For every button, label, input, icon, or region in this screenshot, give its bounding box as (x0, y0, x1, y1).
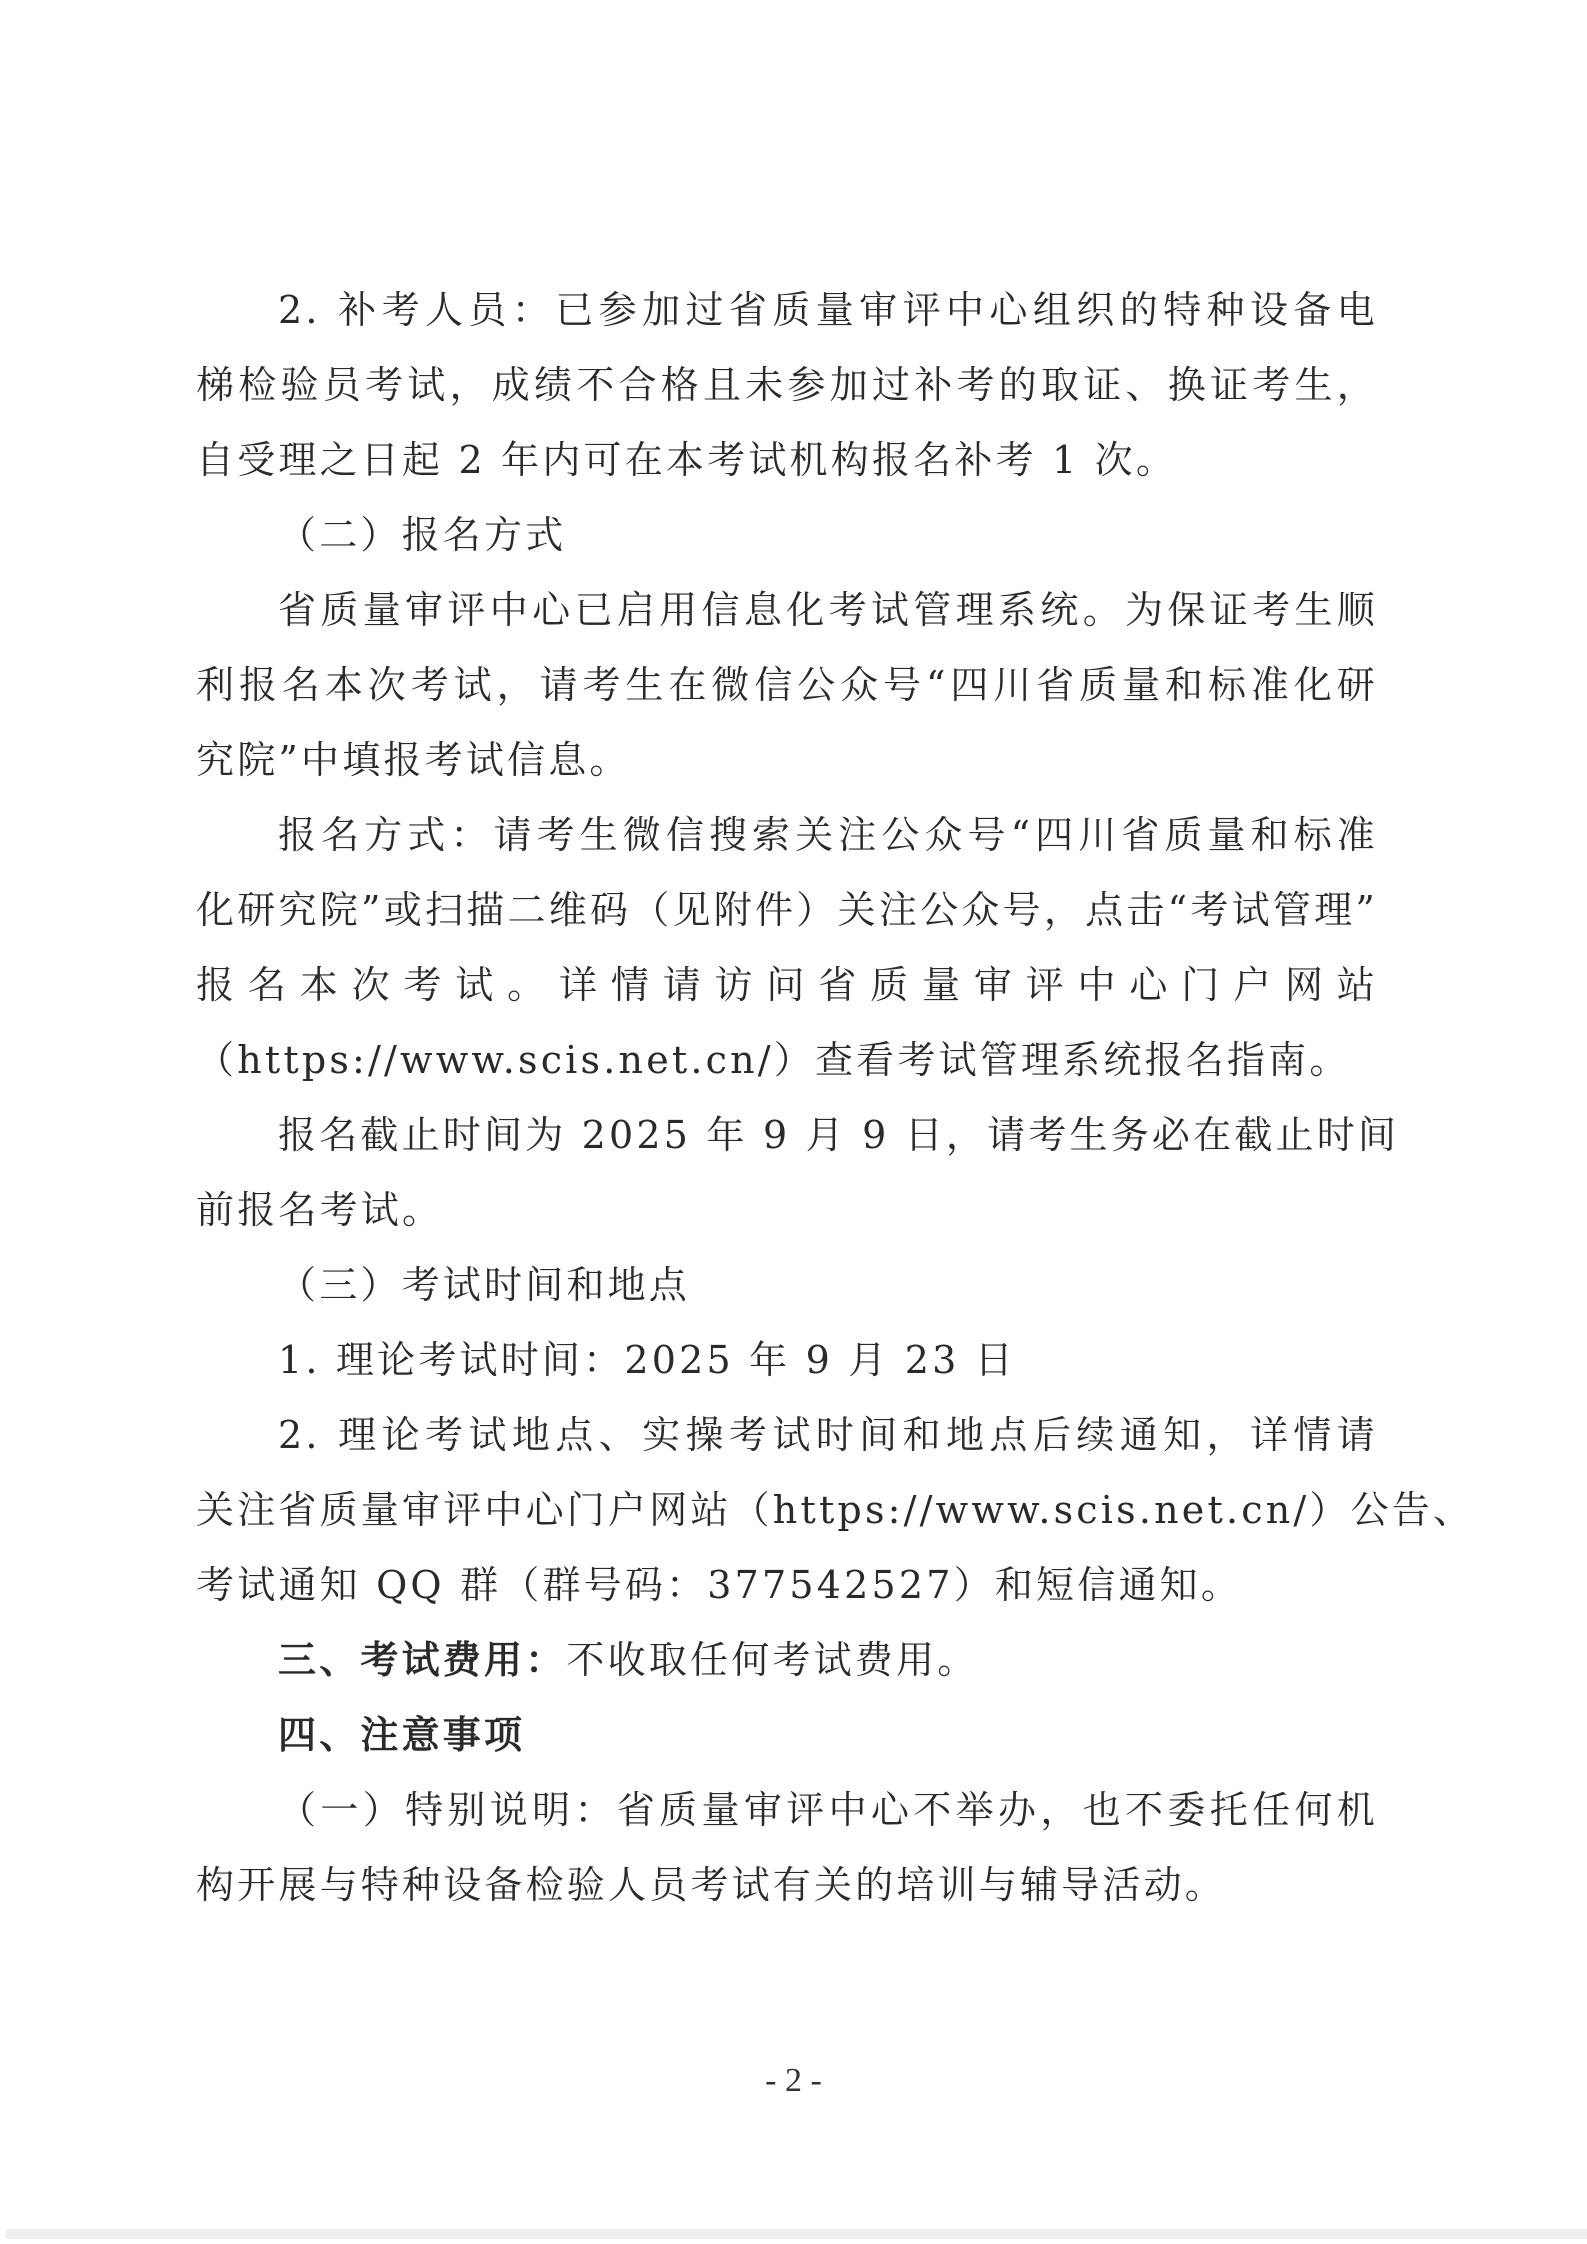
text-line: （一）特别说明：省质量审评中心不举办，也不委托任何机 (278, 1788, 1378, 1832)
text-line: 化研究院”或扫描二维码（见附件）关注公众号，点击“考试管理” (196, 888, 1378, 932)
section-heading-exam-fees: 三、考试费用： (278, 1638, 567, 1682)
paragraph-registration-steps (196, 807, 1378, 1107)
text-line-with-link: 关注省质量审评中心门户网站（https://www.scis.net.cn/）公告、 (196, 1488, 1475, 1532)
text-line: 2. 补考人员：已参加过省质量审评中心组织的特种设备电 (278, 288, 1378, 332)
section-heading-registration-method: （二）报名方式 (278, 513, 567, 557)
paragraph-registration-system (196, 582, 1378, 807)
paragraph-retake-personnel (196, 282, 1378, 507)
document-body (196, 282, 1475, 1932)
text-line-with-link: （https://www.scis.net.cn/）查看考试管理系统报名指南。 (196, 1038, 1351, 1082)
text-line: 梯检验员考试，成绩不合格且未参加过补考的取证、换证考生， (196, 363, 1378, 407)
paragraph-exam-fees (196, 1632, 1378, 1707)
text-line: 前报名考试。 (196, 1188, 444, 1232)
text-line: 报名截止时间为 2025 年 9 月 9 日，请考生务必在截止时间 (278, 1113, 1400, 1157)
section-heading-exam-time-place: （三）考试时间和地点 (278, 1263, 691, 1307)
text-line: 报名方式：请考生微信搜索关注公众号“四川省质量和标准 (278, 813, 1378, 857)
paragraph-theory-exam-time: 1. 理论考试时间：2025 年 9 月 23 日 (278, 1338, 1016, 1382)
scan-edge-divider (6, 2229, 1587, 2239)
exam-fees-text: 不收取任何考试费用。 (566, 1638, 979, 1682)
text-line: 考试通知 QQ 群（群号码：377542527）和短信通知。 (196, 1563, 1243, 1607)
text-line: 利报名本次考试，请考生在微信公众号“四川省质量和标准化研 (196, 663, 1378, 707)
text-line: 构开展与特种设备检验人员考试有关的培训与辅导活动。 (196, 1863, 1227, 1907)
paragraph-exam-location-notice (196, 1407, 1475, 1632)
page-number: - 2 - (765, 2062, 822, 2099)
text-line: 省质量审评中心已启用信息化考试管理系统。为保证考生顺 (278, 588, 1378, 632)
section-heading-notes: 四、注意事项 (278, 1713, 526, 1757)
text-line: 自受理之日起 2 年内可在本考试机构报名补考 1 次。 (196, 438, 1178, 482)
text-line: 报名本次考试。详情请访问省质量审评中心门户网站 (196, 963, 1378, 1007)
text-line: 2. 理论考试地点、实操考试时间和地点后续通知，详情请 (278, 1413, 1378, 1457)
text-line: 究院”中填报考试信息。 (196, 738, 631, 782)
paragraph-registration-deadline (196, 1107, 1400, 1257)
paragraph-special-statement (196, 1782, 1378, 1932)
